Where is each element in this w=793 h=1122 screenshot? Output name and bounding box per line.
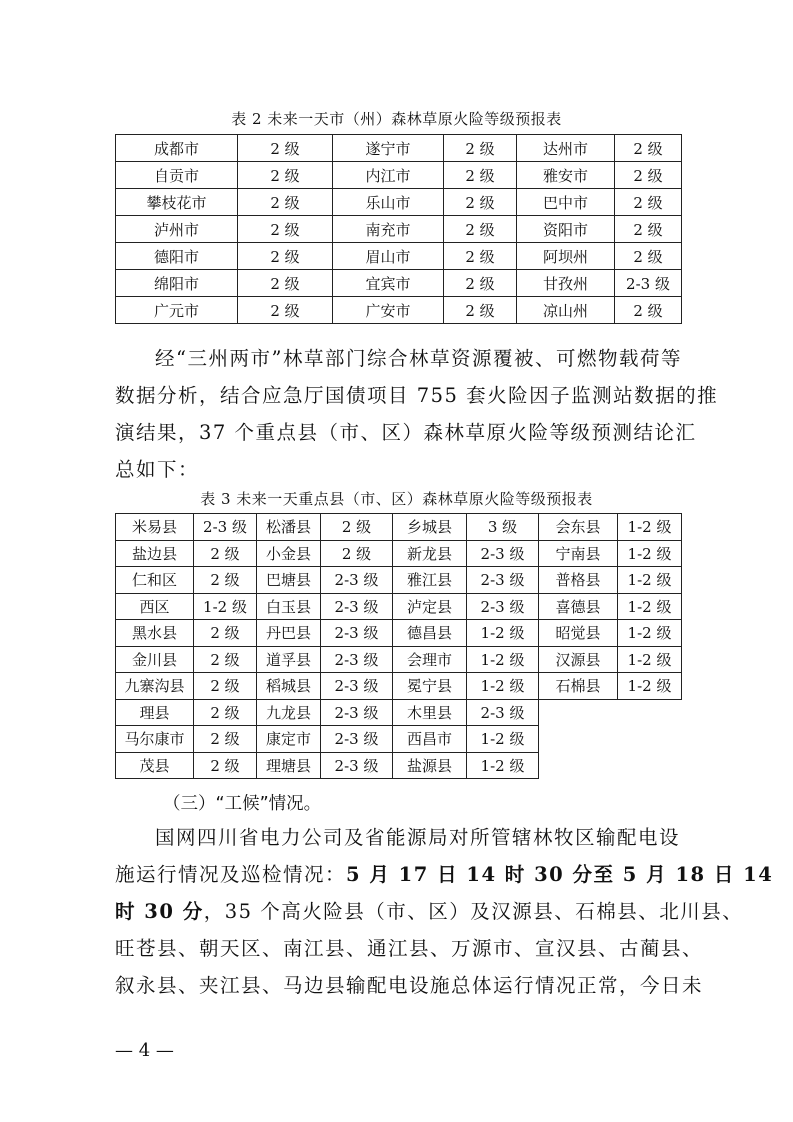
paragraph-2-bold-time: 5 月 17 日 14 时 30 分至 5 月 18 日 14 <box>346 863 774 886</box>
fire-level-cell: 1-2 级 <box>618 567 682 594</box>
region-cell: 新龙县 <box>393 540 467 567</box>
fire-level-cell: 2-3 级 <box>467 540 539 567</box>
fire-level-cell: 2 级 <box>238 162 333 189</box>
fire-level-cell: 2 级 <box>615 216 682 243</box>
fire-level-cell: 2 级 <box>194 699 257 726</box>
region-cell: 九寨沟县 <box>116 673 194 700</box>
fire-level-cell: 2 级 <box>615 135 682 162</box>
region-cell: 泸州市 <box>116 216 238 243</box>
paragraph-2-text: ，35 个高火险县（市、区）及汉源县、石棉县、北川县、 <box>203 900 744 923</box>
table-row <box>116 135 682 162</box>
empty-cell <box>618 726 682 753</box>
fire-level-cell: 1-2 级 <box>618 514 682 541</box>
region-cell: 九龙县 <box>257 699 321 726</box>
fire-level-cell: 2 级 <box>444 135 517 162</box>
region-cell: 丹巴县 <box>257 620 321 647</box>
region-cell: 德昌县 <box>393 620 467 647</box>
region-cell: 白玉县 <box>257 593 321 620</box>
region-cell: 金川县 <box>116 646 194 673</box>
region-cell: 绵阳市 <box>116 270 238 297</box>
fire-level-cell: 2 级 <box>444 270 517 297</box>
table-row <box>116 699 682 726</box>
fire-level-cell: 1-2 级 <box>467 620 539 647</box>
fire-level-cell: 2 级 <box>615 297 682 324</box>
region-cell: 眉山市 <box>333 243 444 270</box>
table-row <box>116 270 682 297</box>
region-cell: 乡城县 <box>393 514 467 541</box>
fire-level-cell: 2 级 <box>321 540 393 567</box>
paragraph-2-line <box>115 856 774 893</box>
region-cell: 昭觉县 <box>539 620 618 647</box>
region-cell: 巴塘县 <box>257 567 321 594</box>
fire-level-cell: 2 级 <box>238 135 333 162</box>
table-row <box>116 752 682 779</box>
region-cell: 道孚县 <box>257 646 321 673</box>
table2-caption: 表 2 未来一天市（州）森林草原火险等级预报表 <box>231 110 562 128</box>
fire-level-cell: 2-3 级 <box>321 620 393 647</box>
table2-body <box>116 135 682 324</box>
table3-caption: 表 3 未来一天重点县（市、区）森林草原火险等级预报表 <box>200 490 593 508</box>
region-cell: 攀枝花市 <box>116 189 238 216</box>
region-cell: 米易县 <box>116 514 194 541</box>
fire-level-cell: 1-2 级 <box>618 620 682 647</box>
empty-cell <box>618 752 682 779</box>
fire-level-cell: 2-3 级 <box>321 673 393 700</box>
fire-level-cell: 1-2 级 <box>467 726 539 753</box>
fire-level-cell: 1-2 级 <box>618 646 682 673</box>
region-cell: 遂宁市 <box>333 135 444 162</box>
region-cell: 阿坝州 <box>517 243 615 270</box>
region-cell: 广安市 <box>333 297 444 324</box>
table-row <box>116 297 682 324</box>
fire-level-cell: 2 级 <box>615 243 682 270</box>
fire-level-cell: 2 级 <box>194 620 257 647</box>
region-cell: 黑水县 <box>116 620 194 647</box>
fire-level-cell: 2 级 <box>615 162 682 189</box>
fire-level-cell: 2 级 <box>444 297 517 324</box>
fire-level-cell: 2 级 <box>194 673 257 700</box>
region-cell: 西昌市 <box>393 726 467 753</box>
region-cell: 仁和区 <box>116 567 194 594</box>
region-cell: 资阳市 <box>517 216 615 243</box>
region-cell: 会理市 <box>393 646 467 673</box>
fire-level-cell: 2 级 <box>238 243 333 270</box>
table-row <box>116 646 682 673</box>
fire-level-cell: 2 级 <box>194 752 257 779</box>
paragraph-1-line: 经“三州两市”林草部门综合林草资源覆被、可燃物载荷等 <box>155 347 682 370</box>
region-cell: 西区 <box>116 593 194 620</box>
fire-level-cell: 3 级 <box>467 514 539 541</box>
fire-level-cell: 2-3 级 <box>467 593 539 620</box>
paragraph-2-line: 国网四川省电力公司及省能源局对所管辖林牧区输配电设 <box>155 826 681 849</box>
region-cell: 自贡市 <box>116 162 238 189</box>
region-cell: 雅江县 <box>393 567 467 594</box>
region-cell: 理塘县 <box>257 752 321 779</box>
region-cell: 南充市 <box>333 216 444 243</box>
fire-level-cell: 2 级 <box>194 567 257 594</box>
table-row <box>116 593 682 620</box>
region-cell: 盐边县 <box>116 540 194 567</box>
table-row <box>116 162 682 189</box>
region-cell: 德阳市 <box>116 243 238 270</box>
table-row <box>116 567 682 594</box>
region-cell: 会东县 <box>539 514 618 541</box>
fire-level-cell: 1-2 级 <box>467 673 539 700</box>
region-cell: 稻城县 <box>257 673 321 700</box>
region-cell: 理县 <box>116 699 194 726</box>
region-cell: 达州市 <box>517 135 615 162</box>
region-cell: 松潘县 <box>257 514 321 541</box>
table-row <box>116 726 682 753</box>
paragraph-2-line: 叙永县、夹江县、马边县输配电设施总体运行情况正常，今日未 <box>115 974 704 997</box>
table2-city-fire-risk <box>115 134 682 324</box>
region-cell: 普格县 <box>539 567 618 594</box>
fire-level-cell: 1-2 级 <box>194 593 257 620</box>
paragraph-2-bold-time: 时 30 分 <box>115 900 204 923</box>
fire-level-cell: 2-3 级 <box>194 514 257 541</box>
fire-level-cell: 2 级 <box>444 189 517 216</box>
fire-level-cell: 2-3 级 <box>467 699 539 726</box>
region-cell: 石棉县 <box>539 673 618 700</box>
fire-level-cell: 2-3 级 <box>615 270 682 297</box>
region-cell: 巴中市 <box>517 189 615 216</box>
region-cell: 成都市 <box>116 135 238 162</box>
region-cell: 喜德县 <box>539 593 618 620</box>
table-row <box>116 540 682 567</box>
fire-level-cell: 2 级 <box>194 646 257 673</box>
fire-level-cell: 2-3 级 <box>321 726 393 753</box>
fire-level-cell: 2 级 <box>615 189 682 216</box>
region-cell: 凉山州 <box>517 297 615 324</box>
section-3-heading: （三）“工候”情况。 <box>163 794 322 814</box>
empty-cell <box>618 699 682 726</box>
table-row <box>116 189 682 216</box>
region-cell: 冕宁县 <box>393 673 467 700</box>
fire-level-cell: 2 级 <box>321 514 393 541</box>
paragraph-1-line: 数据分析，结合应急厅国债项目 755 套火险因子监测站数据的推 <box>115 384 719 407</box>
paragraph-1 <box>115 340 719 488</box>
region-cell: 甘孜州 <box>517 270 615 297</box>
region-cell: 康定市 <box>257 726 321 753</box>
region-cell: 盐源县 <box>393 752 467 779</box>
empty-cell <box>539 699 618 726</box>
fire-level-cell: 2-3 级 <box>321 646 393 673</box>
region-cell: 宜宾市 <box>333 270 444 297</box>
table-row <box>116 673 682 700</box>
fire-level-cell: 2-3 级 <box>321 752 393 779</box>
paragraph-2-text: 施运行情况及巡检情况： <box>115 863 347 886</box>
fire-level-cell: 2-3 级 <box>321 567 393 594</box>
fire-level-cell: 2 级 <box>444 162 517 189</box>
table-row <box>116 216 682 243</box>
table3-body <box>116 514 682 779</box>
fire-level-cell: 2 级 <box>444 216 517 243</box>
region-cell: 内江市 <box>333 162 444 189</box>
table-row <box>116 243 682 270</box>
region-cell: 汉源县 <box>539 646 618 673</box>
fire-level-cell: 1-2 级 <box>467 752 539 779</box>
paragraph-2 <box>115 819 774 1004</box>
paragraph-2-line: 旺苍县、朝天区、南江县、通江县、万源市、宣汉县、古蔺县、 <box>115 937 704 960</box>
paragraph-1-line: 总如下： <box>115 458 200 481</box>
region-cell: 雅安市 <box>517 162 615 189</box>
region-cell: 木里县 <box>393 699 467 726</box>
fire-level-cell: 2 级 <box>238 297 333 324</box>
fire-level-cell: 2 级 <box>194 540 257 567</box>
empty-cell <box>539 752 618 779</box>
fire-level-cell: 2 级 <box>238 189 333 216</box>
region-cell: 茂县 <box>116 752 194 779</box>
fire-level-cell: 1-2 级 <box>618 673 682 700</box>
table-row <box>116 620 682 647</box>
paragraph-2-line <box>115 893 744 930</box>
fire-level-cell: 2-3 级 <box>321 593 393 620</box>
empty-cell <box>539 726 618 753</box>
fire-level-cell: 2 级 <box>444 243 517 270</box>
page-number: — 4 — <box>115 1040 174 1061</box>
fire-level-cell: 1-2 级 <box>467 646 539 673</box>
table-row <box>116 514 682 541</box>
paragraph-1-line: 演结果，37 个重点县（市、区）森林草原火险等级预测结论汇 <box>115 421 697 444</box>
fire-level-cell: 2 级 <box>238 270 333 297</box>
fire-level-cell: 2-3 级 <box>321 699 393 726</box>
fire-level-cell: 1-2 级 <box>618 540 682 567</box>
region-cell: 广元市 <box>116 297 238 324</box>
region-cell: 泸定县 <box>393 593 467 620</box>
fire-level-cell: 2 级 <box>194 726 257 753</box>
region-cell: 乐山市 <box>333 189 444 216</box>
fire-level-cell: 2 级 <box>238 216 333 243</box>
region-cell: 宁南县 <box>539 540 618 567</box>
region-cell: 马尔康市 <box>116 726 194 753</box>
table3-county-fire-risk <box>115 513 682 779</box>
fire-level-cell: 1-2 级 <box>618 593 682 620</box>
region-cell: 小金县 <box>257 540 321 567</box>
fire-level-cell: 2-3 级 <box>467 567 539 594</box>
